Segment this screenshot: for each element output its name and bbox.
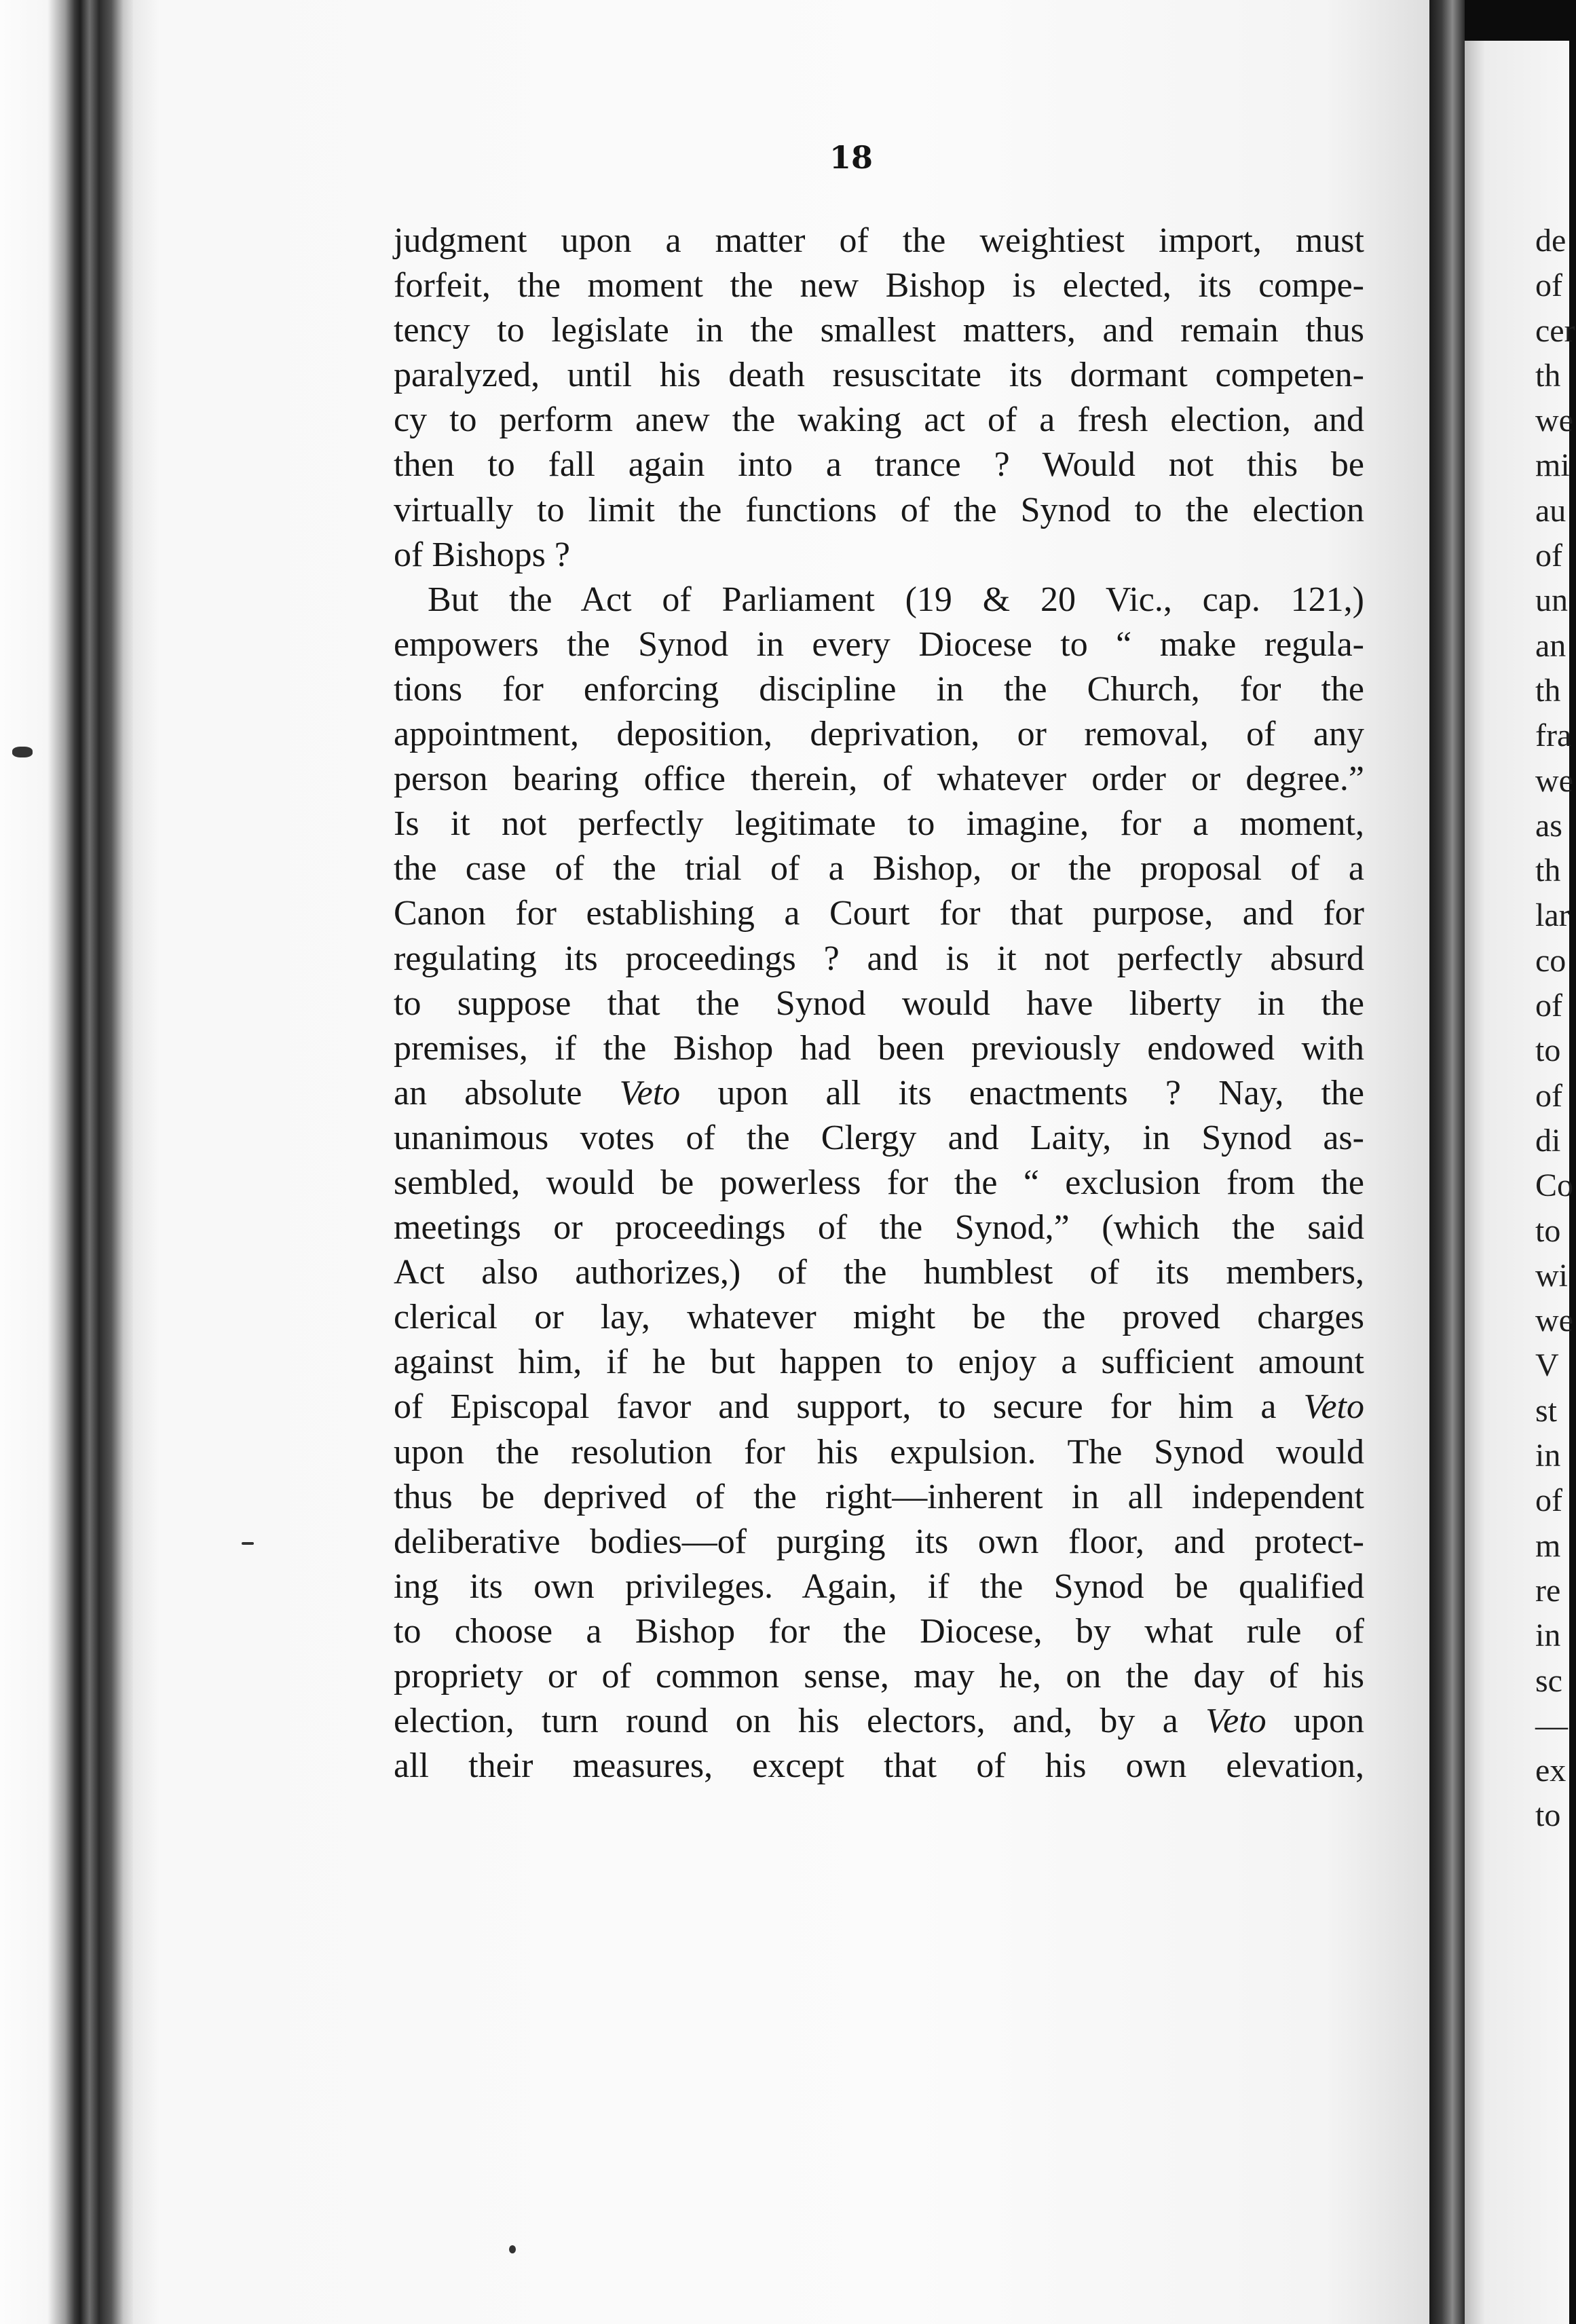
text-line: tency to legislate in the smallest matters, and remain thus bbox=[394, 311, 1364, 350]
text-segment: upon all its enactments ? Nay, the bbox=[717, 1073, 1365, 1112]
text-line: to choose a Bishop for the Diocese, by what rule of bbox=[394, 1611, 1364, 1651]
fragment: wi bbox=[1535, 1257, 1568, 1294]
fragment: of bbox=[1535, 1482, 1562, 1519]
text-line: all their measures, except that of his own elevation, bbox=[394, 1746, 1364, 1786]
fragment: au bbox=[1535, 492, 1566, 529]
italic-veto: Veto bbox=[1303, 1387, 1364, 1427]
text-line: ing its own privileges. Again, if the Synod be qualified bbox=[394, 1567, 1364, 1606]
text-line: meetings or proceedings of the Synod,” (which the said bbox=[394, 1208, 1364, 1248]
text-line bbox=[394, 1071, 1364, 1116]
text-line: virtually to limit the functions of the Synod to the election bbox=[394, 490, 1364, 529]
scan-speck bbox=[12, 747, 33, 757]
fragment: — bbox=[1535, 1707, 1568, 1744]
fragment: cer bbox=[1535, 312, 1575, 349]
text-line: Act also authorizes,) of the humblest of its members, bbox=[394, 1253, 1364, 1292]
fragment: m bbox=[1535, 1527, 1561, 1564]
fragment: un bbox=[1535, 582, 1568, 619]
fragment: of bbox=[1535, 267, 1562, 304]
text-line: the case of the trial of a Bishop, or the proposal of a bbox=[394, 849, 1364, 888]
text-line: judgment upon a matter of the weightiest import, must bbox=[394, 221, 1364, 260]
fragment: sc bbox=[1535, 1662, 1562, 1699]
fragment: of bbox=[1535, 538, 1562, 574]
text-line: Is it not perfectly legitimate to imagine, for a moment, bbox=[394, 804, 1364, 844]
book-gutter-shadow bbox=[1429, 0, 1465, 2324]
text-line: of Bishops ? bbox=[394, 535, 570, 574]
fragment: V bbox=[1535, 1347, 1559, 1384]
text-line: Canon for establishing a Court for that purpose, and for bbox=[394, 894, 1364, 933]
text-line: tions for enforcing discipline in the Church, for the bbox=[394, 669, 1364, 709]
fragment: th bbox=[1535, 672, 1561, 709]
text-line: person bearing office therein, of whatever order or degree.” bbox=[394, 760, 1364, 799]
italic-veto: Veto bbox=[1205, 1702, 1267, 1741]
scan-speck bbox=[242, 1542, 254, 1545]
fragment: co bbox=[1535, 942, 1566, 979]
text-line: against him, if he but happen to enjoy a sufficient amount bbox=[394, 1343, 1364, 1382]
fragment: th bbox=[1535, 852, 1561, 889]
page-number: 18 bbox=[829, 139, 874, 176]
fragment: di bbox=[1535, 1122, 1561, 1159]
fragment: to bbox=[1535, 1032, 1561, 1069]
text-line: premises, if the Bishop had been previously endowed with bbox=[394, 1028, 1364, 1068]
text-line: thus be deprived of the right—inherent in all independent bbox=[394, 1477, 1364, 1516]
fragment: of bbox=[1535, 988, 1562, 1024]
left-page-edge bbox=[0, 0, 136, 2324]
text-line: forfeit, the moment the new Bishop is elected, its compe- bbox=[394, 266, 1364, 305]
text-segment: an absolute bbox=[394, 1073, 582, 1112]
fragment: re bbox=[1535, 1572, 1561, 1609]
fragment: fra bbox=[1535, 717, 1572, 754]
text-line: upon the resolution for his expulsion. The Synod would bbox=[394, 1432, 1364, 1472]
text-line: appointment, deposition, deprivation, or removal, of any bbox=[394, 715, 1364, 754]
text-line bbox=[394, 1699, 1364, 1744]
text-line: regulating its proceedings ? and is it not perfectly absurd bbox=[394, 939, 1364, 978]
fragment: to bbox=[1535, 1797, 1561, 1834]
fragment: to bbox=[1535, 1212, 1561, 1249]
fragment: ex bbox=[1535, 1753, 1566, 1789]
fragment: we bbox=[1535, 1302, 1573, 1339]
page-body-text bbox=[394, 219, 1364, 1788]
text-line: clerical or lay, whatever might be the proved charges bbox=[394, 1298, 1364, 1337]
fragment: in bbox=[1535, 1617, 1561, 1654]
fragment: of bbox=[1535, 1077, 1562, 1114]
facing-page-text-fragments bbox=[1535, 219, 1576, 1839]
text-line bbox=[394, 1385, 1364, 1429]
text-line: to suppose that the Synod would have liberty in the bbox=[394, 983, 1364, 1023]
scan-speck bbox=[509, 2245, 516, 2253]
fragment: th bbox=[1535, 357, 1561, 394]
paragraph-start-line: But the Act of Parliament (19 & 20 Vic., cap. 121,) bbox=[428, 580, 1364, 619]
text-line: sembled, would be powerless for the “ exclusion from the bbox=[394, 1163, 1364, 1202]
text-line: propriety or of common sense, may he, on the day of his bbox=[394, 1657, 1364, 1695]
text-line: then to fall again into a trance ? Would not this be bbox=[394, 445, 1364, 485]
text-segment: upon bbox=[1294, 1702, 1364, 1741]
fragment: as bbox=[1535, 807, 1562, 844]
text-line: deliberative bodies—of purging its own floor, and protect- bbox=[394, 1522, 1364, 1561]
text-line: empowers the Synod in every Diocese to “ make regula- bbox=[394, 624, 1364, 664]
fragment: we bbox=[1535, 762, 1573, 799]
text-line: unanimous votes of the Clergy and Laity, in Synod as- bbox=[394, 1118, 1364, 1157]
fragment: an bbox=[1535, 627, 1566, 664]
text-segment: of Episcopal favor and support, to secure for him a bbox=[394, 1387, 1277, 1427]
fragment: lar bbox=[1535, 897, 1570, 934]
text-line: paralyzed, until his death resuscitate its dormant competen- bbox=[394, 356, 1364, 395]
fragment: mi bbox=[1535, 447, 1570, 484]
fragment: de bbox=[1535, 223, 1566, 259]
fragment: we bbox=[1535, 402, 1573, 439]
fragment: in bbox=[1535, 1438, 1561, 1474]
fragment: Co bbox=[1535, 1167, 1574, 1204]
text-line: cy to perform anew the waking act of a fresh election, and bbox=[394, 400, 1364, 440]
italic-veto: Veto bbox=[619, 1073, 681, 1112]
fragment: st bbox=[1535, 1392, 1558, 1429]
text-segment: election, turn round on his electors, and, by a bbox=[394, 1702, 1178, 1741]
